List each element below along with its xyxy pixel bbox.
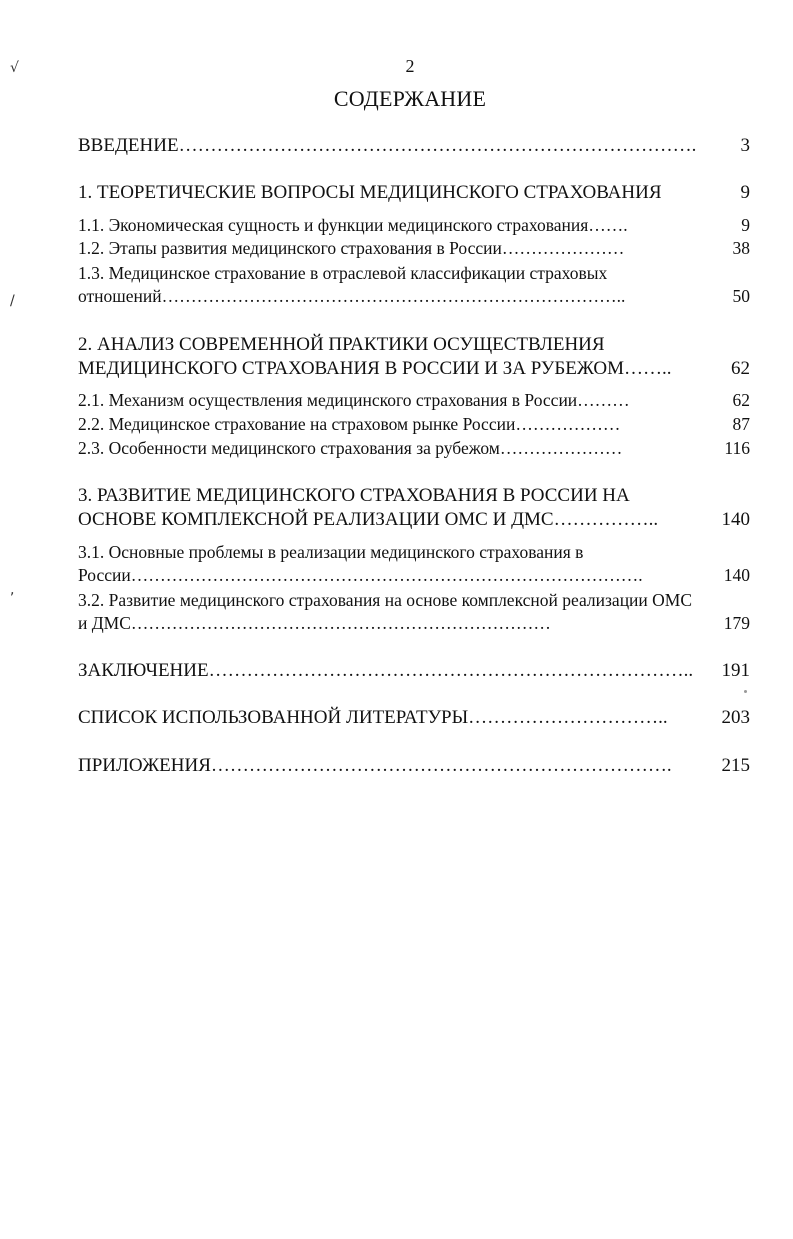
- toc-entry-page: 9: [740, 182, 750, 203]
- toc-entry-text: 2.3. Особенности медицинского страхования за рубежом…………………: [78, 438, 623, 458]
- toc-entry-text: 3.2. Развитие медицинского страхования на основе комплексной реализации ОМС и ДМС………………………………………………………………: [78, 590, 693, 633]
- margin-mark: /: [10, 293, 15, 309]
- toc-entry-introduction[interactable]: [78, 134, 750, 158]
- toc-entry-page: 87: [732, 414, 750, 434]
- toc-entry-text: 3. РАЗВИТИЕ МЕДИЦИНСКОГО СТРАХОВАНИЯ В РОССИИ НА ОСНОВЕ КОМПЛЕКСНОЙ РЕАЛИЗАЦИИ ОМС И ДМС……………..: [78, 485, 659, 530]
- toc-entry-text: 1. ТЕОРЕТИЧЕСКИЕ ВОПРОСЫ МЕДИЦИНСКОГО СТРАХОВАНИЯ: [78, 182, 662, 203]
- toc-entry-chapter-3[interactable]: [78, 484, 750, 532]
- toc-entry-page: 9: [741, 215, 750, 235]
- toc-entry-text: ЗАКЛЮЧЕНИЕ…………………………………………………………………..: [78, 660, 694, 681]
- toc-entry-section-1-3[interactable]: [78, 262, 750, 308]
- margin-mark: ,: [10, 582, 15, 598]
- toc-entry-chapter-2[interactable]: [78, 333, 750, 381]
- toc-entry-section-1-1[interactable]: [78, 214, 750, 237]
- toc-entry-page: 62: [732, 390, 750, 410]
- toc-entry-page: 116: [724, 438, 750, 458]
- toc-entry-text: 2.1. Механизм осуществления медицинского страхования в России………: [78, 390, 630, 410]
- toc-entry-appendices[interactable]: [78, 754, 750, 778]
- toc-entry-page: 140: [723, 565, 750, 585]
- toc-entry-page: 140: [721, 509, 750, 530]
- toc-entry-text: 2.2. Медицинское страхование на страховом рынке России………………: [78, 414, 621, 434]
- toc-entry-text: 1.3. Медицинское страхование в отраслевой классификации страховых отношений……………………………………………………………………..: [78, 263, 626, 306]
- toc-entry-section-2-1[interactable]: [78, 389, 750, 412]
- toc-entry-text: ВВЕДЕНИЕ……………………………………………………………………….: [78, 135, 697, 156]
- page-number: 2: [405, 56, 415, 76]
- toc-entry-text: 1.2. Этапы развития медицинского страхования в России…………………: [78, 238, 625, 258]
- toc-entry-page: 203: [721, 707, 750, 728]
- toc-entry-text: 2. АНАЛИЗ СОВРЕМЕННОЙ ПРАКТИКИ ОСУЩЕСТВЛЕНИЯ МЕДИЦИНСКОГО СТРАХОВАНИЯ В РОССИИ И ЗА РУБЕЖОМ……..: [78, 334, 672, 379]
- toc-entry-bibliography[interactable]: [78, 706, 750, 730]
- page-title: СОДЕРЖАНИЕ: [333, 86, 487, 111]
- toc-entry-page: 50: [732, 286, 750, 306]
- toc-entry-section-3-1[interactable]: [78, 541, 750, 587]
- margin-mark: √: [10, 60, 19, 76]
- toc-entry-page: 3: [740, 135, 750, 156]
- toc-entry-page: 215: [721, 755, 750, 776]
- toc-entry-page: 179: [723, 613, 750, 633]
- toc-entry-section-3-2[interactable]: [78, 589, 750, 635]
- toc-entry-section-1-2[interactable]: [78, 237, 750, 260]
- toc-entry-section-2-3[interactable]: [78, 437, 750, 460]
- toc-entry-chapter-1[interactable]: [78, 181, 750, 205]
- toc-entry-page: 38: [732, 238, 750, 258]
- toc-entry-conclusion[interactable]: [78, 659, 750, 683]
- toc-entry-page: 191: [721, 660, 750, 681]
- toc-entry-text: 1.1. Экономическая сущность и функции медицинского страхования…….: [78, 215, 628, 235]
- toc-entry-section-2-2[interactable]: [78, 413, 750, 436]
- toc-entry-text: 3.1. Основные проблемы в реализации медицинского страхования в России…………………………………………………………………………….: [78, 542, 643, 585]
- toc-entry-text: ПРИЛОЖЕНИЯ……………………………………………………………….: [78, 755, 672, 776]
- toc-entry-text: СПИСОК ИСПОЛЬЗОВАННОЙ ЛИТЕРАТУРЫ…………………………..: [78, 707, 668, 728]
- toc-entry-page: 62: [731, 358, 750, 379]
- scan-speck: [744, 690, 747, 693]
